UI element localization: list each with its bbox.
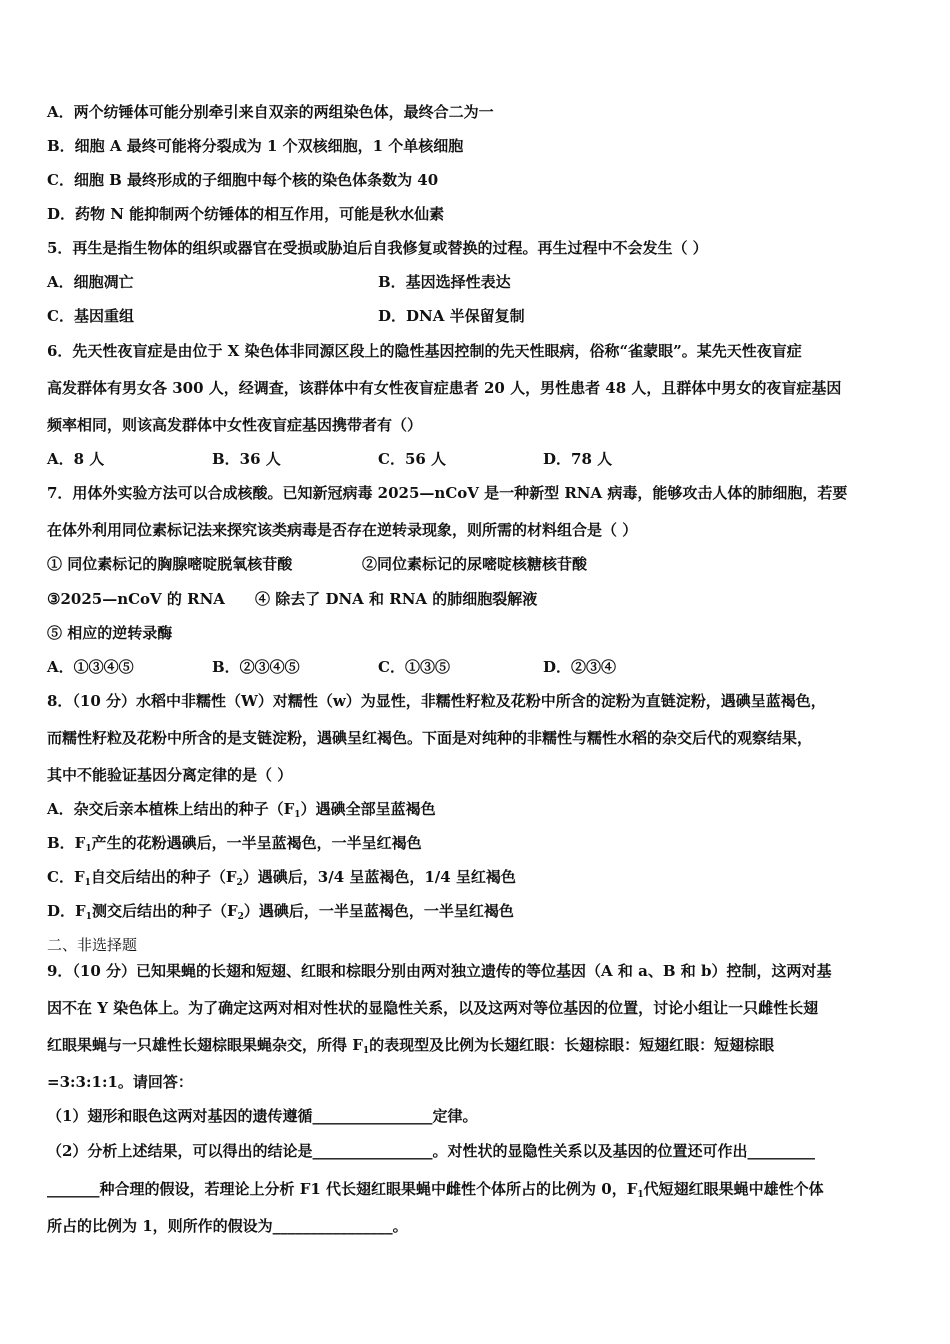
q6-option-d: D．78 人	[543, 450, 613, 468]
q7-option-a: A．①③④⑤	[47, 658, 134, 676]
q7-item-2: ②同位素标记的尿嘧啶核糖核苷酸	[362, 555, 588, 573]
q5-option-a: A．细胞凋亡	[47, 273, 134, 291]
q8-option-c: C．$F_1$自交后结出的种子$(F_2)$遇碘后，3/4 呈蓝褐色，1/4 呈红褐色	[47, 868, 516, 888]
q8-option-a: A．杂交后亲本植株上结出的种子$(F_1)$遇碘全部呈蓝褐色	[47, 800, 436, 820]
q9-stem-line2: 因不在 Y 染色体上。为了确定这两对相对性状的显隐性关系，以及这两对等位基因的位置，讨论小组让一只雌性长翅	[47, 999, 819, 1017]
q4-option-c: C．细胞 B 最终形成的子细胞中每个核的染色体条数为 40	[47, 171, 439, 189]
q8-stem-line3: 其中不能验证基因分离定律的是（ ）	[47, 766, 293, 784]
q6-option-b: B．36 人	[212, 450, 281, 468]
q5-option-d: D．DNA 半保留复制	[378, 307, 525, 325]
q7-item-4: ④ 除去了 DNA 和 RNA 的肺细胞裂解液	[255, 590, 538, 608]
q7-item-5: ⑤ 相应的逆转录酶	[47, 624, 173, 642]
q9-stem-line4: =3:3:1:1。请回答：	[47, 1073, 193, 1091]
q8-option-b: B．$F_1$产生的花粉遇碘后，一半呈蓝褐色，一半呈红褐色	[47, 834, 422, 854]
q5-option-c: C．基因重组	[47, 307, 134, 325]
q7-item-1: ① 同位素标记的胸腺嘧啶脱氧核苷酸	[47, 555, 293, 573]
q7-stem-line2: 在体外利用同位素标记法来探究该类病毒是否存在逆转录现象，则所需的材料组合是（ ）	[47, 521, 638, 539]
q9-stem-line3: 红眼果蝇与一只雄性长翅棕眼果蝇杂交，所得 $F_1$的表现型及比例为长翅红眼：长翅棕眼：短翅红眼：短翅棕眼	[47, 1036, 775, 1056]
section-heading: 二、非选择题	[47, 936, 138, 954]
q8-stem-line1: 8．（10 分）水稻中非糯性（W）对糯性（w）为显性，非糯性籽粒及花粉中所含的淀粉为直链淀粉，遇碘呈蓝褐色，	[47, 692, 826, 710]
q7-item-3: ③2025—nCoV 的 RNA	[47, 590, 225, 608]
q9-stem-line1: 9．（10 分）已知果蝇的长翅和短翅、红眼和棕眼分别由两对独立遗传的等位基因（A 和 a、B 和 b）控制，这两对基	[47, 962, 832, 980]
q7-option-b: B．②③④⑤	[212, 658, 300, 676]
q4-option-d: D．药物 N 能抑制两个纺锤体的相互作用，可能是秋水仙素	[47, 205, 445, 223]
q6-stem-line1: 6．先天性夜盲症是由位于 X 染色体非同源区段上的隐性基因控制的先天性眼病，俗称“雀蒙眼”。某先天性夜盲症	[47, 342, 802, 360]
q6-stem-line3: 频率相同，则该高发群体中女性夜盲症基因携带者有（）	[47, 416, 423, 434]
q6-stem-line2: 高发群体有男女各 300 人，经调查，该群体中有女性夜盲症患者 20 人，男性患者 48 人，且群体中男女的夜盲症基因	[47, 379, 842, 397]
q9-subquestion-2-line3: 所占的比例为 1，则所作的假设为________________。	[47, 1217, 408, 1235]
q9-subquestion-2-line1: （2）分析上述结果，可以得出的结论是________________。对性状的显隐性关系以及基因的位置还可作出_________	[47, 1142, 815, 1160]
q7-option-c: C．①③⑤	[378, 658, 450, 676]
q9-subquestion-1: （1）翅形和眼色这两对基因的遗传遵循________________定律。	[47, 1107, 478, 1125]
q8-stem-line2: 而糯性籽粒及花粉中所含的是支链淀粉，遇碘呈红褐色。下面是对纯种的非糯性与糯性水稻的杂交后代的观察结果，	[47, 729, 813, 747]
q8-option-d: D．$F_1$测交后结出的种子$(F_2)$遇碘后，一半呈蓝褐色，一半呈红褐色	[47, 902, 514, 922]
q5-option-b: B．基因选择性表达	[378, 273, 511, 291]
q6-option-a: A．8 人	[47, 450, 105, 468]
q6-option-c: C．56 人	[378, 450, 447, 468]
q9-subquestion-2-line2: _______种合理的假设，若理论上分析 F1 代长翅红眼果蝇中雌性个体所占的比例为 0，$F_1$代短翅红眼果蝇中雄性个体	[47, 1180, 824, 1200]
q7-option-d: D．②③④	[543, 658, 617, 676]
q4-option-b: B．细胞 A 最终可能将分裂成为 1 个双核细胞，1 个单核细胞	[47, 137, 464, 155]
q5-stem: 5．再生是指生物体的组织或器官在受损或胁迫后自我修复或替换的过程。再生过程中不会发生（ ）	[47, 239, 708, 257]
q7-stem-line1: 7．用体外实验方法可以合成核酸。已知新冠病毒 2025—nCoV 是一种新型 RNA 病毒，能够攻击人体的肺细胞，若要	[47, 484, 848, 502]
q4-option-a: A．两个纺锤体可能分别牵引来自双亲的两组染色体，最终合二为一	[47, 103, 494, 121]
